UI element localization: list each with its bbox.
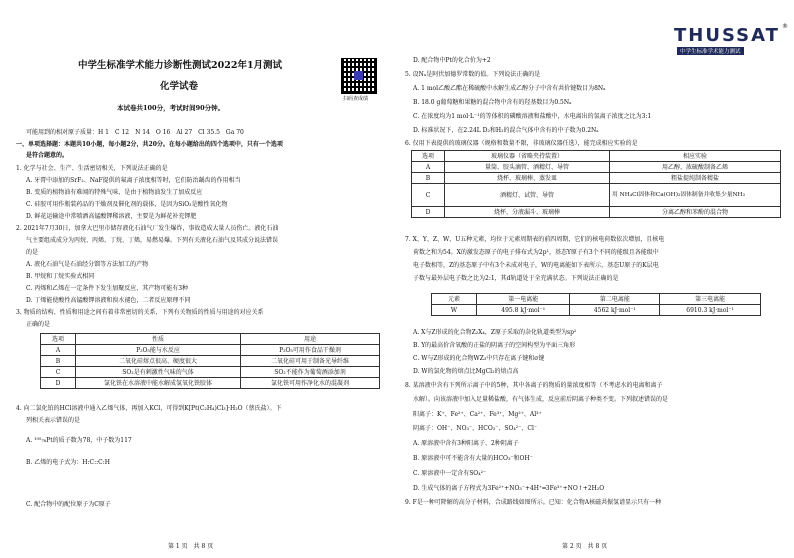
- table-cell: B: [41, 356, 76, 367]
- q2-stem-cont: 气主要组成成分为丙烷、丙烯、丁烷、丁烯，易燃易爆。下列有关液化石油气及其成分说法错误: [26, 237, 279, 244]
- q2-stem-end: 的是: [26, 249, 39, 256]
- table-header-row: [412, 151, 781, 162]
- table-header: 选项: [41, 334, 76, 345]
- table-header: 相应实验: [610, 151, 781, 162]
- q1-option-a: A. 牙膏中添加的SrF₂、NaF提供的氟离子浓度相等时，它们防治龋齿的作用相当: [26, 177, 241, 184]
- q7-option-d: D. W的氯化物的熔点比MgCl₂的熔点高: [413, 368, 519, 375]
- table-cell: 二氧化硅熔点很高、硬度很大: [76, 356, 241, 367]
- q4-option-a: A. ¹⁹⁵₇₈Pt的质子数为78，中子数为117: [26, 437, 132, 444]
- table-header: 第一电离能: [477, 294, 570, 305]
- table-row: [412, 184, 781, 207]
- table-header-row: [41, 334, 380, 345]
- q2-option-b: B. 甲烷和丁烷实验式相同: [26, 273, 95, 280]
- page-footer: 第 1 页 共 8 页: [168, 543, 214, 550]
- table-row: [432, 305, 761, 316]
- table-cell: 4562 kJ·mol⁻¹: [570, 305, 660, 316]
- q4-option-d: D. 配合物中Pt的化合价为+2: [413, 57, 491, 64]
- table-row: [412, 207, 781, 218]
- q2-stem: 2. 2021年7月30日，加拿大巴里市储存液化石油气厂发生爆炸，事故造成大量人员伤亡。液化石油: [16, 225, 279, 232]
- table-cell: 量筒、胶头滴管、酒精灯、导管: [445, 162, 610, 173]
- table-cell: C: [41, 367, 76, 378]
- q1-option-c: C. 硅胶可用作瓶装药品的干燥剂及催化剂的载体，是因为SiO₂是酸性氧化物: [26, 201, 228, 208]
- table-cell: 酒精灯、试管、导管: [445, 184, 610, 207]
- table-header: 用途: [241, 334, 380, 345]
- page-2: [397, 0, 794, 558]
- table-cell: 氯化铁可用作净化水的混凝剂: [241, 378, 380, 389]
- table-header: 选项: [412, 151, 445, 162]
- table-cell: P₂O₅能与水反应: [76, 345, 241, 356]
- q2-option-c: C. 丙烯和乙烯在一定条件下发生加聚反应，其产物可能有3种: [26, 285, 189, 292]
- section1-heading-cont: 是符合题意的。: [26, 152, 69, 159]
- table-header-row: [432, 294, 761, 305]
- table-row: [412, 162, 781, 173]
- q6-stem: 6. 仅用下表提供的玻璃仪器（规格和数量不限，非玻璃仪器任选），能完成相应实验的是: [405, 140, 638, 147]
- table-row: [41, 378, 380, 389]
- table-cell: 烧杯、分液漏斗、玻璃棒: [445, 207, 610, 218]
- table-cell: SO₂是有刺激性气味的气体: [76, 367, 241, 378]
- table-header: 元素: [432, 294, 477, 305]
- q8-option-c: C. 原溶液中一定含有SO₄²⁻: [413, 470, 487, 477]
- atomic-masses: 可能用到的相对原子质量：H 1 C 12 N 14 O 16 Al 27 Cl 35.5 Ga 70: [26, 129, 244, 136]
- q7-option-b: B. Y的最高价含氧酸的正盐的阴离子的空间构型为平面三角形: [413, 342, 576, 349]
- table-cell: A: [412, 162, 445, 173]
- q5-option-a: A. 1 mol乙酸乙酯在稀硫酸中水解生成乙醇分子中含有共价键数目为8Nₐ: [413, 85, 606, 92]
- q1-stem: 1. 化学与社会、生产、生活密切相关，下列说法正确的是: [16, 165, 168, 172]
- table-row: [41, 356, 380, 367]
- q5-stem: 5. 设Nₐ是阿伏加德罗常数的值。下列说法正确的是: [405, 71, 541, 78]
- section1-heading: 一、单项选择题：本题共10小题，每小题2分，共20分。在每小题给出的四个选项中，只有一个选项: [16, 141, 283, 148]
- q8-option-a: A. 原溶液中含有3种阳离子、2种阴离子: [413, 440, 519, 447]
- table-row: [41, 345, 380, 356]
- table-cell: 6910.3 kJ·mol⁻¹: [660, 305, 761, 316]
- table-cell: D: [412, 207, 445, 218]
- exam-subject: 化学试卷: [160, 81, 199, 92]
- table-header: 第二电离能: [570, 294, 660, 305]
- q8-stem: 8. 某溶液中含有下列所示离子中的5种，其中各离子的物质的量浓度相等（不考虑水的电离和离子: [405, 382, 663, 389]
- table-header: 性质: [76, 334, 241, 345]
- q5-option-d: D. 标准状况下，在2.24L D₂和H₂的混合气体中含有的中子数为0.2Nₐ: [413, 127, 599, 134]
- table-cell: W: [432, 305, 477, 316]
- q2-option-a: A. 液化石油气是石油经分馏等方法加工的产物: [26, 261, 149, 268]
- q3-stem-cont: 正确的是: [26, 321, 51, 328]
- q3-table: [40, 333, 380, 389]
- table-cell: D: [41, 378, 76, 389]
- q9-stem: 9. F是一种可降解的高分子材料，合成路线如图所示。已知：化合物A核磁共振氢谱显示只有一种: [405, 499, 662, 506]
- q8-anions: 阴离子：OH⁻、NO₃⁻、HCO₃⁻、SO₄²⁻、Cl⁻: [413, 425, 538, 432]
- table-cell: 用 NH₄Cl固体和Ca(OH)₂固体制备并收集少量NH₃: [610, 184, 781, 207]
- q4-option-c: C. 配合物中的配位原子为C原子: [26, 501, 111, 508]
- table-cell: 氯化铁在水溶液中能水解成氢氧化铁胶体: [76, 378, 241, 389]
- q1-option-b: B. 变质的植物油有难闻的特殊气味，是由于植物油发生了加成反应: [26, 189, 203, 196]
- table-cell: 粗盐提纯制备精盐: [610, 173, 781, 184]
- table-cell: C: [412, 184, 445, 207]
- q1-option-d: D. 鲜花运输途中常喷洒高锰酸钾稀溶液，主要是为鲜花补充钾肥: [26, 213, 197, 220]
- logo-name: THUSSAT: [674, 25, 780, 46]
- q8-option-b: B. 原溶液中可不能含有大量的HCO₃⁻和OH⁻: [413, 455, 533, 462]
- q6-table: [411, 150, 781, 218]
- logo-subtitle: 中学生标准学术能力测试: [677, 47, 744, 55]
- table-header: 第三电离能: [660, 294, 761, 305]
- q7-stem-cont: 荷数之和为54。X的激发态原子的电子排布式为2p¹，基态Y原子有3个不同的能级且各能级中: [413, 249, 659, 256]
- table-cell: B: [412, 173, 445, 184]
- thussat-logo: [674, 23, 788, 55]
- table-header: 玻璃仪器（省略夹持装置）: [445, 151, 610, 162]
- qr-code[interactable]: [341, 58, 377, 94]
- qr-caption: 扫码查成绩: [343, 96, 369, 102]
- q3-stem: 3. 物质的结构、性质和用途之间有着非常密切的关系，下列有关物质的性质与用途的对应关系: [16, 309, 264, 316]
- registered-mark: ®: [782, 23, 788, 30]
- q7-stem-cont: 电子数相等，Z的基态原子中有3个未成对电子，W的电离能如下表所示，基态U原子的K层电: [413, 262, 659, 269]
- q8-option-d: D. 生成气体的离子方程式为3Fe²⁺+NO₃⁻+4H⁺═3Fe³⁺+NO↑+2H₂O: [413, 485, 605, 492]
- table-cell: A: [41, 345, 76, 356]
- table-row: [412, 173, 781, 184]
- q7-option-a: A. X与Z形成的化合物Z₂X₄，Z原子采取的杂化轨道类型为sp²: [413, 329, 577, 336]
- q4-option-b: B. 乙烯的电子式为：H:C::C:H: [26, 459, 110, 466]
- table-cell: SO₂不能作为葡萄酒添加剂: [241, 367, 380, 378]
- q7-table: [431, 293, 761, 316]
- q4-stem-cont: 列相关表示错误的是: [26, 417, 81, 424]
- table-cell: 二氧化硅可用于制备光导纤维: [241, 356, 380, 367]
- q5-option-c: C. 在浓度均为1 mol·L⁻¹的等体积的磷酸溶液和盐酸中，水电离出的氢离子浓度之比为3:1: [413, 113, 652, 120]
- q8-cations: 阳离子：K⁺、Fe²⁺、Ca²⁺、Fe³⁺、Mg²⁺、Al³⁺: [413, 411, 542, 418]
- table-cell: 495.8 kJ·mol⁻¹: [477, 305, 570, 316]
- table-cell: 用乙醇、浓硫酸制备乙烯: [610, 162, 781, 173]
- table-cell: 分离乙醇和苯酚的混合物: [610, 207, 781, 218]
- q5-option-b: B. 18.0 g葡萄糖和果糖的混合物中含有的羟基数目为0.5Nₐ: [413, 99, 572, 106]
- exam-title: 中学生标准学术能力诊断性测试2022年1月测试: [78, 60, 283, 71]
- q7-stem-end: 子数与最外层电子数之比为2:1，其d轨道处于全充满状态。下列说法正确的是: [413, 275, 619, 282]
- table-row: [41, 367, 380, 378]
- q7-stem: 7. X、Y、Z、W、U五种元素，均位于元素周期表的前四周期，它们的核电荷数依次增加，且核电: [405, 236, 665, 243]
- q4-stem: 4. 向二氯化铂的HCl溶液中通入乙烯气体，再加入KCl，可得到K[Pt(C₂H₄)Cl₃]·H₂O（蔡氏盐）。下: [16, 405, 282, 412]
- table-cell: 烧杯、玻璃棒、蒸发皿: [445, 173, 610, 184]
- q2-option-d: D. 丁烯能使酸性高锰酸钾溶液和溴水褪色，二者反应原理不同: [26, 297, 191, 304]
- score-note: 本试卷共100分，考试时间90分钟。: [117, 104, 225, 112]
- page-footer: 第 2 页 共 8 页: [562, 543, 608, 550]
- q7-option-c: C. W与Z形成的化合物WZ₃中只存在离子键和σ键: [413, 355, 545, 362]
- q8-stem-cont: 水解）。向该溶液中加入足量稀盐酸，有气体生成，反应前后阴离子种类不变。下列叙述错误的是: [413, 396, 669, 403]
- table-cell: P₂O₅可用作食品干燥剂: [241, 345, 380, 356]
